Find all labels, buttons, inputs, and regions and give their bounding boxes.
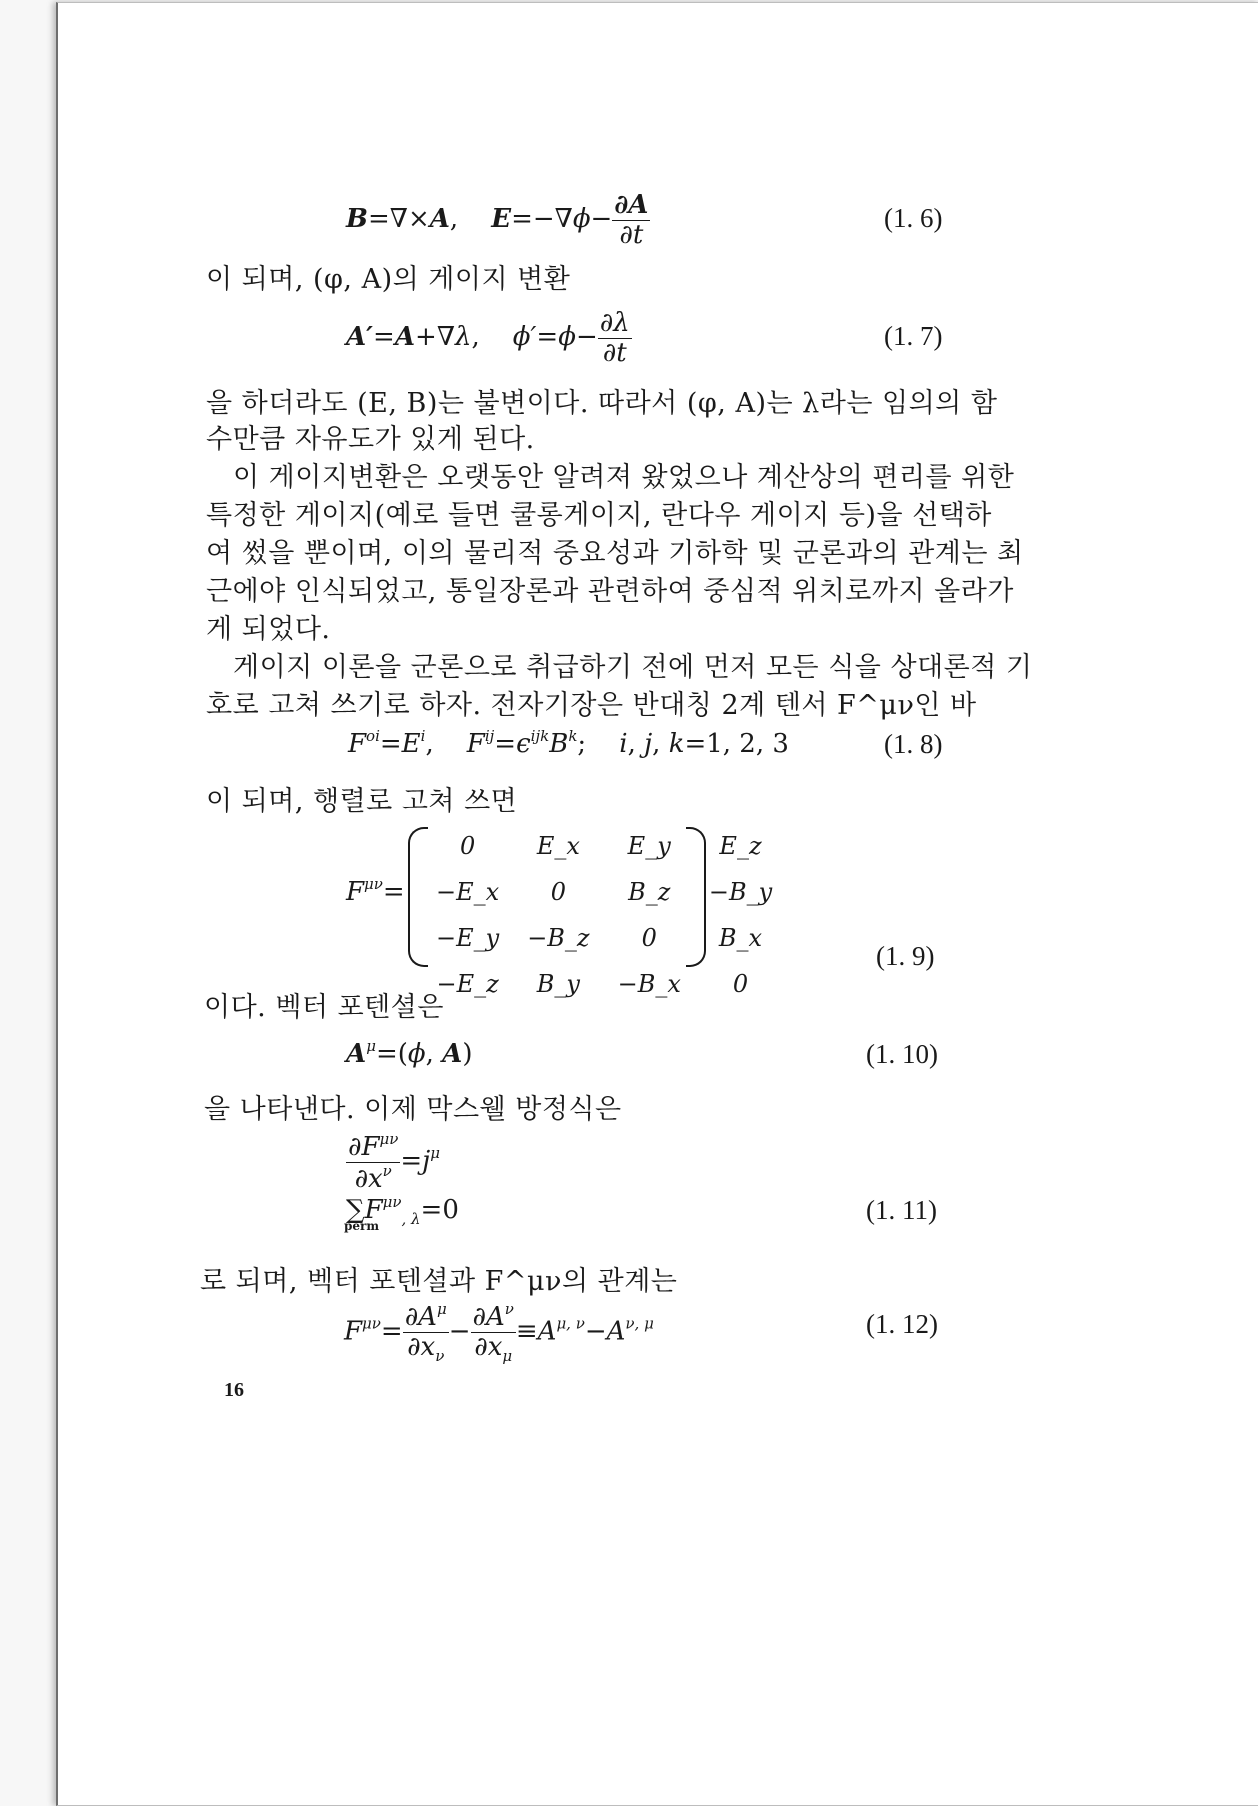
paragraph-line: 을 나타낸다. 이제 막스웰 방정식은 [204, 1094, 622, 1125]
paragraph-line: 특정한 게이지(예로 들면 쿨롱게이지, 란다우 게이지 등)을 선택하 [206, 500, 992, 531]
matrix-cell: −E_y [436, 924, 500, 952]
matrix-cell: B_z [628, 878, 671, 906]
matrix-cell: −B_x [617, 970, 681, 998]
paragraph-line: 여 썼을 뿐이며, 이의 물리적 중요성과 기하학 및 군론과의 관계는 최 [206, 538, 1024, 569]
eq-number: (1. 8) [884, 729, 943, 759]
matrix-cell: 0 [459, 832, 476, 860]
eq-number: (1. 9) [876, 941, 935, 971]
page-number: 16 [224, 1379, 244, 1401]
equation-1-6: B=∇×A, E=−∇ϕ− $\frac{\partial A}{\partial t}$ [346, 190, 649, 250]
eq-number: (1. 12) [866, 1309, 938, 1339]
equation-1-9-lhs: $F^{\mu\nu}=$ [346, 875, 405, 907]
eq-number: (1. 10) [866, 1039, 938, 1069]
paragraph-line: 이다. 벡터 포텐셜은 [204, 992, 444, 1023]
book-page [56, 2, 1258, 1806]
equation-1-12: $F^{\mu\nu}=$ $\frac{\partial A^\mu}{\partial x_\nu}$ − $\frac{\partial A^\nu}{\partial x_\mu}$ $\equiv A^{\mu, \nu}-A^{\nu, \mu}$ [344, 1300, 654, 1365]
eq-number: (1. 11) [866, 1195, 937, 1225]
equation-1-10: $A^\mu=(\phi$, A) [346, 1037, 473, 1069]
matrix-cell: E_z [719, 832, 762, 860]
matrix-cell: −E_z [436, 970, 499, 998]
paragraph-line: 수만큼 자유도가 있게 된다. [206, 424, 535, 455]
eq-number: (1. 7) [884, 321, 943, 351]
paragraph-line: 로 되며, 벡터 포텐셜과 F^μν의 관계는 [200, 1266, 678, 1297]
paragraph-line: 게이지 이론을 군론으로 취급하기 전에 먼저 모든 식을 상대론적 기 [233, 652, 1033, 683]
matrix-cell: E_x [536, 832, 580, 860]
equation-1-11b: ∑ perm $F^{\mu\nu}_{, \lambda}=0$ [344, 1193, 459, 1233]
paragraph-line: 이 되며, (φ, A)의 게이지 변환 [206, 264, 571, 295]
matrix [408, 827, 773, 998]
matrix-cell: −E_x [436, 878, 500, 906]
matrix-cell: −B_y [708, 878, 773, 906]
matrix-cell: E_y [627, 832, 671, 860]
equation-1-7: A′=A+∇λ, ϕ′=ϕ− $\frac{\partial\lambda}{\partial t}$ [346, 308, 630, 368]
matrix-cell: 0 [641, 924, 657, 952]
paragraph-line: 을 하더라도 (E, B)는 불변이다. 따라서 (φ, A)는 λ라는 임의의 함 [206, 388, 998, 419]
eq-number: (1. 6) [884, 203, 943, 233]
paragraph-line: 근에야 인식되었고, 통일장론과 관련하여 중심적 위치로까지 올라가 [206, 576, 1014, 607]
equation-1-11a: $\frac{\partial F^{\mu\nu}}{\partial x^\nu}$ $=j^\mu$ [348, 1130, 440, 1194]
matrix-cell: 0 [732, 970, 749, 998]
matrix-cell: −B_z [527, 924, 590, 952]
paragraph-line: 이 되며, 행렬로 고쳐 쓰면 [206, 786, 518, 817]
equation-1-8: $F^{oi}=E^i$, $F^{ij}=\epsilon^{ijk}B^k$; i, j, k=1, 2, 3 [348, 727, 789, 759]
matrix-cell: 0 [550, 878, 567, 906]
paragraph-line: 호로 고쳐 쓰기로 하자. 전자기장은 반대칭 2계 텐서 F^μν인 바 [206, 690, 977, 721]
matrix-cell: B_y [536, 970, 580, 998]
matrix-cell: B_x [718, 924, 763, 952]
paragraph-line: 이 게이지변환은 오랫동안 알려져 왔었으나 계산상의 편리를 위한 [233, 462, 1015, 493]
paragraph-line: 게 되었다. [206, 614, 331, 645]
